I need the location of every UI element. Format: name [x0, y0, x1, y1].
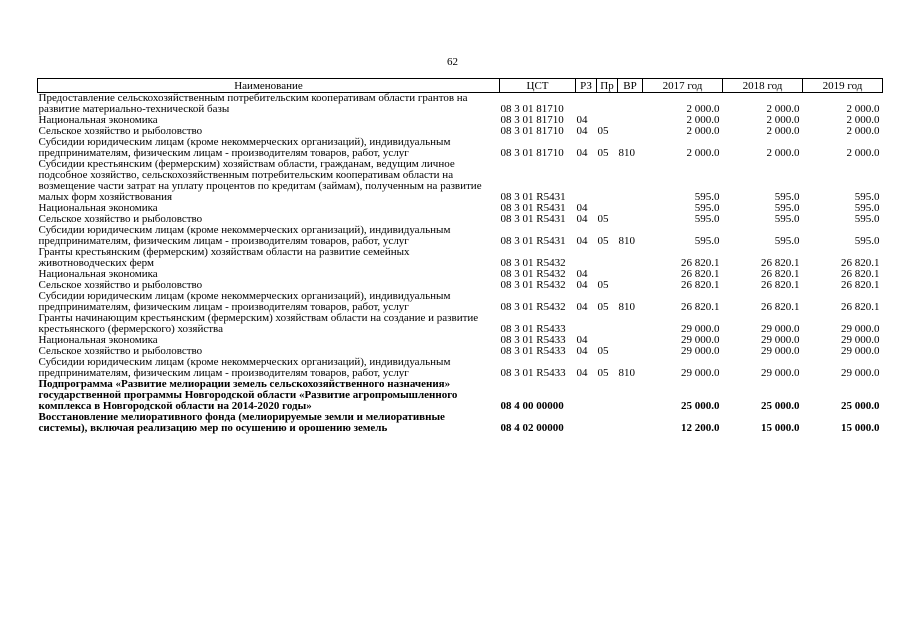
cell-2018: 595.0	[774, 214, 800, 225]
cell-rz: 04	[576, 126, 588, 137]
cell-name: Восстановление мелиоративного фонда (мелиорируемые земли и мелиоративные системы), включая реализацию мер по осушению и орошению земель	[38, 412, 445, 434]
cell-vr	[618, 335, 643, 346]
cell-vr	[618, 93, 643, 116]
table-row	[38, 280, 883, 291]
table-row	[38, 379, 883, 412]
cell-name: Сельское хозяйство и рыболовство	[38, 346, 203, 357]
header-2018: 2018 год	[723, 79, 803, 93]
cell-vr	[618, 269, 643, 280]
table-row	[38, 412, 883, 434]
cell-cst: 08 3 01 R5432	[500, 280, 566, 291]
cell-name: Субсидии юридическим лицам (кроме некоммерческих организаций), индивидуальным предпринимателям, физическим лицам - производителям товаров, работ, услуг	[38, 225, 451, 247]
cell-pr	[597, 159, 618, 203]
cell-rz: 04	[576, 203, 588, 214]
cell-pr: 05	[597, 214, 609, 225]
cell-vr	[618, 280, 643, 291]
cell-2018: 29 000.0	[761, 367, 800, 379]
cell-cst: 08 3 01 R5433	[500, 346, 566, 357]
cell-cst: 08 3 01 R5431	[500, 214, 566, 225]
cell-2019: 2 000.0	[846, 103, 880, 115]
cell-cst: 08 3 01 R5432	[500, 301, 566, 313]
cell-2019: 595.0	[854, 191, 880, 203]
cell-2019: 2 000.0	[846, 115, 880, 126]
cell-cst: 08 3 01 R5432	[500, 269, 566, 280]
cell-name: Сельское хозяйство и рыболовство	[38, 280, 203, 291]
cell-rz: 04	[576, 346, 588, 357]
cell-2017: 595.0	[694, 214, 720, 225]
cell-vr	[618, 247, 643, 269]
cell-cst: 08 3 01 R5431	[500, 203, 566, 214]
cell-rz	[576, 412, 597, 434]
cell-name: Подпрограмма «Развитие мелиорации земель сельскохозяйственного назначения» государственной программы Новгородской области «Развитие агропромышленного комплекса в Новгородской области на 2014-2020 годы»	[38, 379, 458, 412]
cell-2018: 25 000.0	[761, 400, 800, 412]
cell-vr	[618, 313, 643, 335]
cell-cst: 08 3 01 81710	[500, 147, 564, 159]
cell-2017: 2 000.0	[686, 126, 720, 137]
cell-2019: 26 820.1	[841, 269, 880, 280]
cell-name: Национальная экономика	[38, 335, 158, 346]
cell-vr	[618, 115, 643, 126]
cell-pr: 05	[597, 235, 609, 247]
cell-2019: 15 000.0	[841, 422, 880, 434]
cell-2018: 26 820.1	[761, 280, 800, 291]
table-row	[38, 137, 883, 159]
cell-name: Субсидии юридическим лицам (кроме некоммерческих организаций), индивидуальным предпринимателям, физическим лицам - производителям товаров, работ, услуг	[38, 291, 451, 313]
cell-2018: 2 000.0	[766, 126, 800, 137]
cell-rz	[576, 313, 597, 335]
cell-2017: 26 820.1	[681, 301, 720, 313]
cell-name: Национальная экономика	[38, 115, 158, 126]
cell-2017: 29 000.0	[681, 335, 720, 346]
cell-2019: 25 000.0	[841, 400, 880, 412]
cell-2017: 25 000.0	[681, 400, 720, 412]
cell-2019: 2 000.0	[846, 126, 880, 137]
cell-rz	[576, 247, 597, 269]
cell-rz	[576, 93, 597, 116]
cell-2019: 29 000.0	[841, 367, 880, 379]
cell-vr	[618, 214, 643, 225]
cell-vr	[618, 126, 643, 137]
table-row	[38, 313, 883, 335]
cell-vr	[618, 346, 643, 357]
table-row	[38, 214, 883, 225]
cell-rz: 04	[576, 214, 588, 225]
cell-cst: 08 3 01 81710	[500, 103, 564, 115]
cell-2017: 595.0	[694, 235, 720, 247]
table-row	[38, 93, 883, 116]
table-header	[38, 79, 883, 93]
cell-name: Сельское хозяйство и рыболовство	[38, 214, 203, 225]
cell-2017: 2 000.0	[686, 147, 720, 159]
cell-pr: 05	[597, 147, 609, 159]
cell-pr	[597, 379, 618, 412]
cell-cst: 08 4 02 00000	[500, 422, 564, 434]
cell-vr	[618, 159, 643, 203]
cell-vr: 810	[618, 301, 635, 313]
header-name: Наименование	[38, 79, 500, 93]
cell-cst: 08 3 01 R5431	[500, 191, 566, 203]
cell-cst: 08 3 01 R5432	[500, 257, 566, 269]
cell-pr: 05	[597, 367, 609, 379]
cell-cst: 08 4 00 00000	[500, 400, 564, 412]
cell-cst: 08 3 01 R5431	[500, 235, 566, 247]
table-row	[38, 247, 883, 269]
cell-2019: 595.0	[854, 235, 880, 247]
header-pr: Пр	[597, 79, 618, 93]
cell-2018: 29 000.0	[761, 346, 800, 357]
cell-cst: 08 3 01 R5433	[500, 323, 566, 335]
cell-2018: 2 000.0	[766, 103, 800, 115]
cell-name: Сельское хозяйство и рыболовство	[38, 126, 203, 137]
cell-rz: 04	[576, 280, 588, 291]
cell-2018: 595.0	[774, 235, 800, 247]
cell-rz	[576, 159, 597, 203]
cell-name: Гранты начинающим крестьянским (фермерским) хозяйствам области на создание и развитие крестьянского (фермерского) хозяйства	[38, 313, 479, 335]
cell-vr: 810	[618, 147, 635, 159]
cell-pr	[597, 269, 618, 280]
cell-2018: 29 000.0	[761, 335, 800, 346]
cell-2017: 26 820.1	[681, 257, 720, 269]
table-row	[38, 335, 883, 346]
cell-2019: 26 820.1	[841, 257, 880, 269]
cell-rz: 04	[576, 115, 588, 126]
cell-cst: 08 3 01 81710	[500, 115, 564, 126]
cell-name: Гранты крестьянским (фермерским) хозяйствам области на развитие семейных животноводческих ферм	[38, 247, 410, 269]
cell-vr	[618, 203, 643, 214]
cell-vr: 810	[618, 235, 635, 247]
cell-2017: 595.0	[694, 203, 720, 214]
cell-pr	[597, 335, 618, 346]
cell-2018: 2 000.0	[766, 115, 800, 126]
cell-vr	[618, 412, 643, 434]
cell-2018: 595.0	[774, 191, 800, 203]
cell-2018: 26 820.1	[761, 257, 800, 269]
cell-pr: 05	[597, 346, 609, 357]
cell-name: Национальная экономика	[38, 269, 158, 280]
table-row	[38, 225, 883, 247]
cell-name: Субсидии юридическим лицам (кроме некоммерческих организаций), индивидуальным предпринимателям, физическим лицам - производителям товаров, работ, услуг	[38, 357, 451, 379]
cell-2019: 2 000.0	[846, 147, 880, 159]
cell-rz: 04	[576, 147, 588, 159]
table-row	[38, 346, 883, 357]
cell-pr	[597, 412, 618, 434]
cell-pr: 05	[597, 280, 609, 291]
budget-table	[37, 78, 883, 434]
cell-2017: 29 000.0	[681, 346, 720, 357]
cell-rz: 04	[576, 367, 588, 379]
cell-2017: 26 820.1	[681, 269, 720, 280]
table-row	[38, 159, 883, 203]
cell-2019: 29 000.0	[841, 323, 880, 335]
cell-cst: 08 3 01 R5433	[500, 335, 566, 346]
cell-2018: 26 820.1	[761, 301, 800, 313]
table-row	[38, 115, 883, 126]
cell-2017: 2 000.0	[686, 103, 720, 115]
cell-2019: 29 000.0	[841, 335, 880, 346]
cell-vr	[618, 379, 643, 412]
table-row	[38, 203, 883, 214]
cell-name: Национальная экономика	[38, 203, 158, 214]
cell-rz: 04	[576, 301, 588, 313]
cell-name: Предоставление сельскохозяйственным потребительским кооперативам области грантов на развитие материально-технической базы	[38, 92, 468, 115]
cell-2018: 26 820.1	[761, 269, 800, 280]
header-2017: 2017 год	[643, 79, 723, 93]
cell-2017: 595.0	[694, 191, 720, 203]
cell-rz: 04	[576, 235, 588, 247]
cell-2018: 2 000.0	[766, 147, 800, 159]
cell-pr	[597, 115, 618, 126]
header-rz: РЗ	[576, 79, 597, 93]
table-body	[38, 93, 883, 435]
cell-rz: 04	[576, 335, 588, 346]
cell-2019: 29 000.0	[841, 346, 880, 357]
header-2019: 2019 год	[803, 79, 883, 93]
cell-name: Субсидии крестьянским (фермерским) хозяйствам области, гражданам, ведущим личное подсобное хозяйство, сельскохозяйственным потребительским кооперативам области на возмещение части затрат на уплату процентов по кредитам (займам), полученным на развитие малых форм хозяйствования	[38, 159, 482, 203]
cell-pr	[597, 93, 618, 116]
cell-2018: 29 000.0	[761, 323, 800, 335]
cell-vr: 810	[618, 367, 635, 379]
cell-2019: 595.0	[854, 203, 880, 214]
table-row	[38, 269, 883, 280]
page-number: 62	[447, 56, 458, 68]
table-row	[38, 357, 883, 379]
table-row	[38, 126, 883, 137]
cell-pr	[597, 203, 618, 214]
cell-2018: 15 000.0	[761, 422, 800, 434]
cell-2017: 12 200.0	[681, 422, 720, 434]
cell-pr: 05	[597, 126, 609, 137]
cell-2017: 29 000.0	[681, 367, 720, 379]
header-cst: ЦСТ	[500, 79, 576, 93]
cell-name: Субсидии юридическим лицам (кроме некоммерческих организаций), индивидуальным предпринимателям, физическим лицам - производителям товаров, работ, услуг	[38, 137, 451, 159]
header-vr: ВР	[618, 79, 643, 93]
table-row	[38, 291, 883, 313]
cell-cst: 08 3 01 81710	[500, 126, 564, 137]
cell-2017: 29 000.0	[681, 323, 720, 335]
cell-rz	[576, 379, 597, 412]
cell-2019: 26 820.1	[841, 301, 880, 313]
cell-pr	[597, 247, 618, 269]
cell-2019: 26 820.1	[841, 280, 880, 291]
cell-pr	[597, 313, 618, 335]
cell-2017: 26 820.1	[681, 280, 720, 291]
cell-2018: 595.0	[774, 203, 800, 214]
cell-cst: 08 3 01 R5433	[500, 367, 566, 379]
cell-rz: 04	[576, 269, 588, 280]
cell-2017: 2 000.0	[686, 115, 720, 126]
cell-2019: 595.0	[854, 214, 880, 225]
cell-pr: 05	[597, 301, 609, 313]
